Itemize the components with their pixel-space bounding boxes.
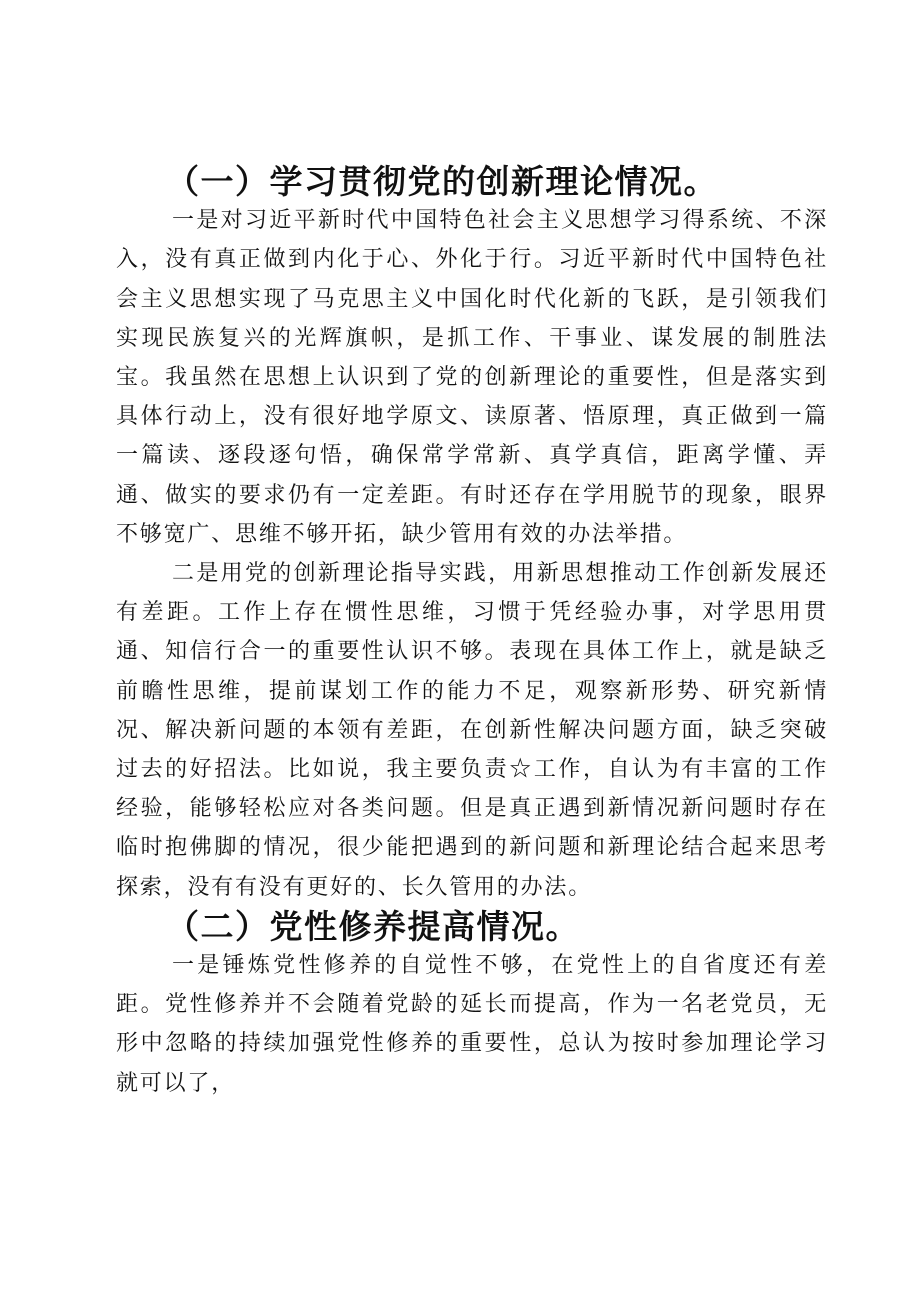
section-heading-1: （一）学习贯彻党的创新理论情况。	[166, 162, 718, 201]
document-body	[116, 162, 828, 1103]
paragraph-1-1: 一是对习近平新时代中国特色社会主义思想学习得系统、不深入，没有真正做到内化于心、外化于行。习近平新时代中国特色社会主义思想实现了马克思主义中国化时代化新的飞跃，是引领我们实现民族复兴的光辉旗帜，是抓工作、干事业、谋发展的制胜法宝。我虽然在思想上认识到了党的创新理论的重要性，但是落实到具体行动上，没有很好地学原文、读原著、悟原理，真正做到一篇一篇读、逐段逐句悟，确保常学常新、真学真信，距离学懂、弄通、做实的要求仍有一定差距。有时还存在学用脱节的现象，眼界不够宽广、思维不够开拓，缺少管用有效的办法举措。	[116, 208, 828, 547]
paragraph-1-2: 二是用党的创新理论指导实践，用新思想推动工作创新发展还有差距。工作上存在惯性思维，习惯于凭经验办事，对学思用贯通、知信行合一的重要性认识不够。表现在具体工作上，就是缺乏前瞻性思维，提前谋划工作的能力不足，观察新形势、研究新情况、解决新问题的本领有差距，在创新性解决问题方面，缺乏突破过去的好招法。比如说，我主要负责☆工作，自认为有丰富的工作经验，能够轻松应对各类问题。但是真正遇到新情况新问题时存在临时抱佛脚的情况，很少能把遇到的新问题和新理论结合起来思考探索，没有有没有更好的、长久管用的办法。	[116, 561, 828, 900]
section-heading-2: （二）党性修养提高情况。	[166, 906, 580, 946]
paragraph-2-1: 一是锤炼党性修养的自觉性不够，在党性上的自省度还有差距。党性修养并不会随着党龄的延长而提高，作为一名老党员，无形中忽略的持续加强党性修养的重要性，总认为按时参加理论学习就可以了，	[116, 953, 828, 1096]
